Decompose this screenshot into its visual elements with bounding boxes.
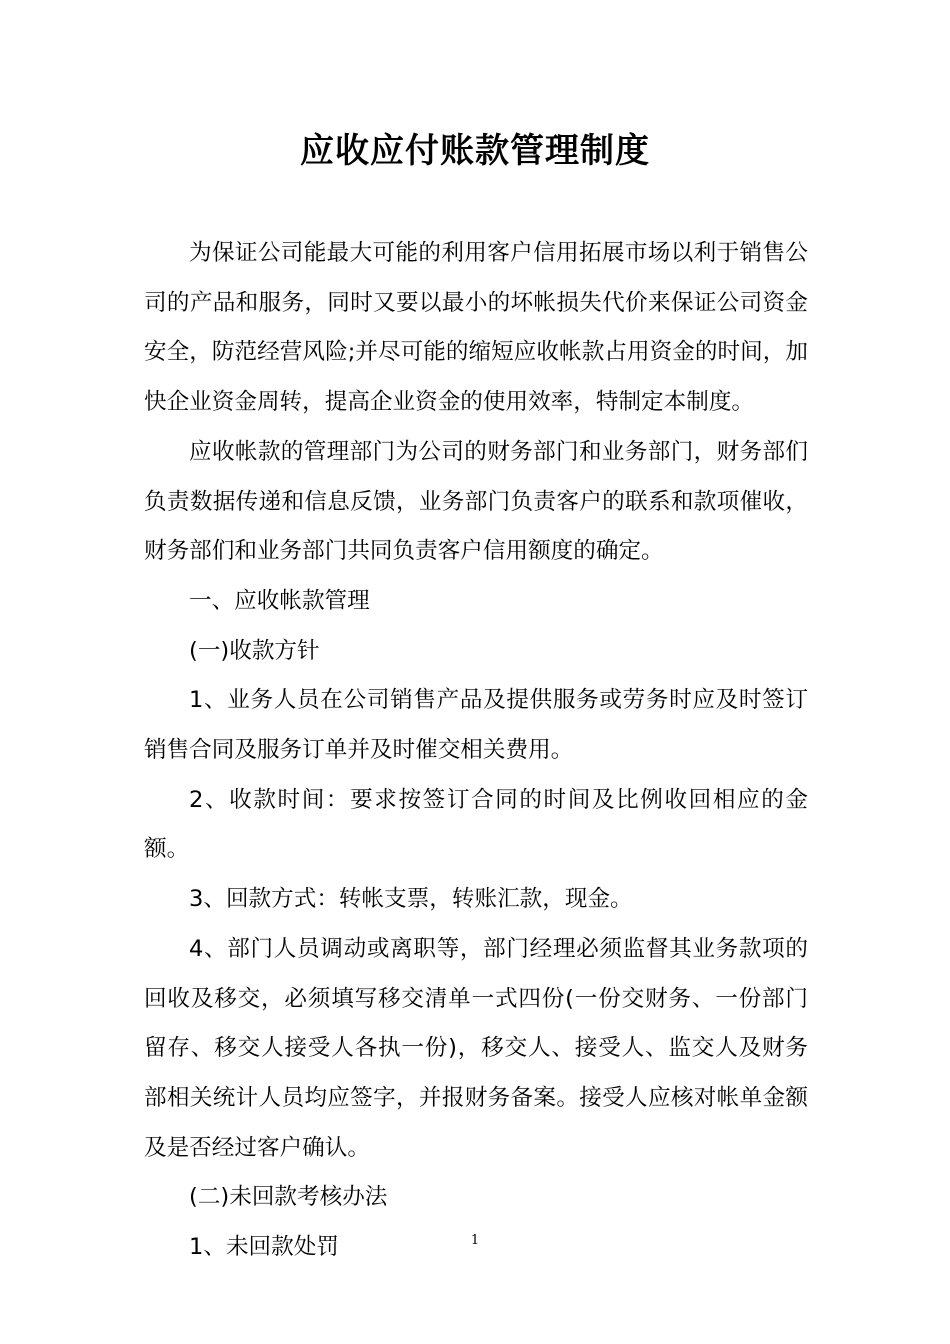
paragraph-management-departments: 应收帐款的管理部门为公司的财务部门和业务部门，财务部们负责数据传递和信息反馈，业务部门负责客户的联系和款项催收，财务部们和业务部门共同负责客户信用额度的确定。 — [144, 438, 808, 565]
document-body — [144, 229, 808, 1273]
list-item-1: 1、业务人员在公司销售产品及提供服务或劳务时应及时签订销售合同及服务订单并及时催交相关费用。 — [144, 687, 808, 764]
heading-receivables-management: 一、应收帐款管理 — [189, 587, 370, 614]
paragraph-intro: 为保证公司能最大可能的利用客户信用拓展市场以利于销售公司的产品和服务，同时又要以最小的坏帐损失代价来保证公司资金安全，防范经营风险;并尽可能的缩短应收帐款占用资金的时间，加快企业资金周转，提高企业资金的使用效率，特制定本制度。 — [144, 240, 808, 416]
subheading-unpaid-assessment: (二)未回款考核办法 — [189, 1184, 388, 1211]
document-title: 应收应付账款管理制度 — [300, 131, 650, 171]
list-item-4: 4、部门人员调动或离职等，部门经理必须监督其业务款项的回收及移交，必须填写移交清单一式四份(一份交财务、一份部门留存、移交人接受人各执一份)，移交人、接受人、监交人及财务部相关统计人员均应签字，并报财务备案。接受人应核对帐单金额及是否经过客户确认。 — [144, 935, 808, 1161]
list-item-2: 2、收款时间：要求按签订合同的时间及比例收回相应的金额。 — [144, 786, 808, 863]
subheading-collection-policy: (一)收款方针 — [189, 637, 320, 664]
list-item-3: 3、回款方式：转帐支票，转账汇款，现金。 — [189, 886, 633, 913]
list-item-unpaid-penalty: 1、未回款处罚 — [189, 1234, 339, 1261]
page-number: 1 — [470, 1233, 480, 1248]
